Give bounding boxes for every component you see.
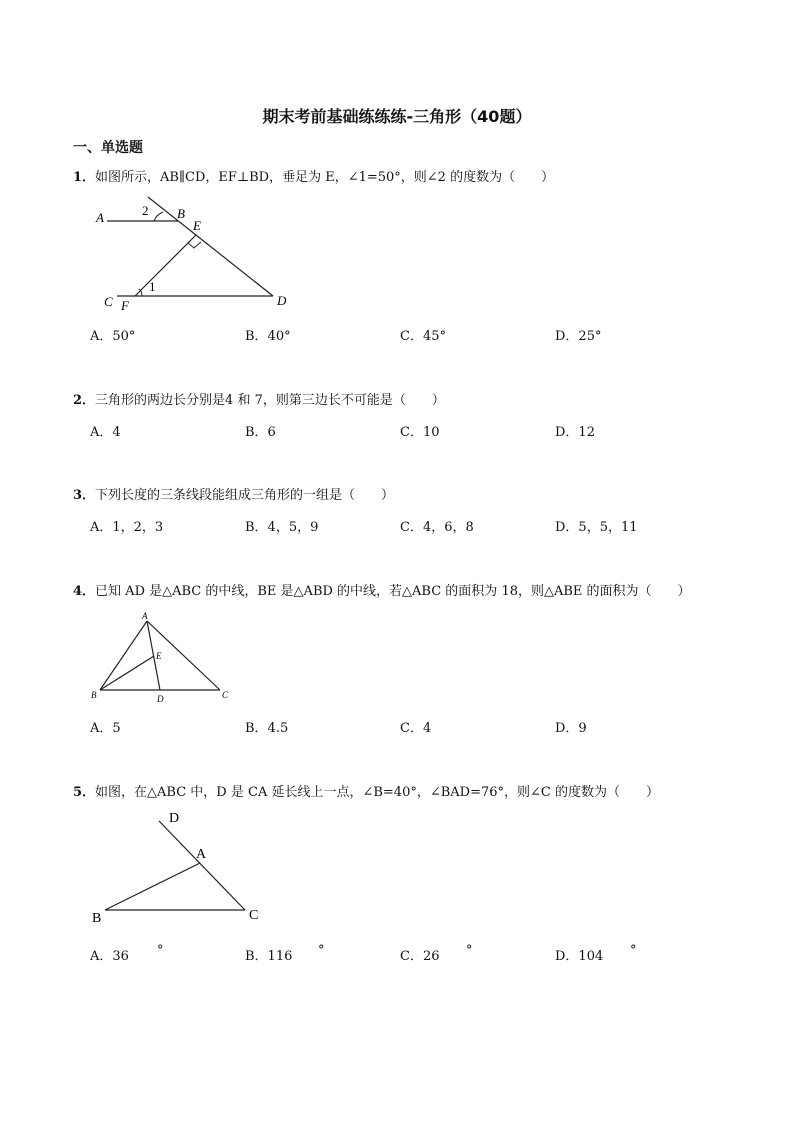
option-a: A．5	[90, 721, 121, 736]
question-stem: 下列长度的三条线段能组成三角形的一组是（ ）	[95, 488, 395, 503]
label-b: B	[92, 911, 102, 926]
label-c: C	[222, 690, 229, 700]
option-c: C．4	[400, 721, 432, 736]
label-b: B	[177, 206, 185, 221]
option-d: D．104	[555, 949, 604, 964]
figure-exterior-angle-triangle	[88, 807, 268, 927]
question-stem: 已知 AD 是△ABC 的中线，BE 是△ABD 的中线，若△ABC 的面积为 18，则△ABE 的面积为（ ）	[95, 584, 691, 599]
angle-2-arc	[154, 212, 163, 221]
option-a: A．1，2，3	[90, 520, 164, 535]
figure-median-triangle	[88, 609, 238, 709]
degree-mark: °	[630, 943, 637, 958]
option-b: B．4.5	[245, 721, 289, 736]
page-title: 期末考前基础练练练-三角形（40题）	[262, 107, 532, 126]
option-b: B．40°	[245, 329, 291, 344]
option-d: D．5，5，11	[555, 520, 638, 535]
option-c: C．26	[400, 949, 440, 964]
line-bd	[148, 197, 273, 296]
question-stem: 三角形的两边长分别是4 和 7，则第三边长不可能是（ ）	[95, 393, 445, 408]
question-number: 5．	[73, 785, 96, 800]
label-b: B	[91, 690, 97, 700]
label-1: 1	[149, 279, 156, 294]
side-ba	[105, 863, 200, 910]
option-d: D．25°	[555, 329, 602, 344]
label-d: D	[169, 811, 180, 826]
degree-mark: °	[466, 943, 473, 958]
question-number: 2．	[73, 393, 96, 408]
option-c: C．45°	[400, 329, 446, 344]
label-e: E	[156, 651, 162, 661]
question-number: 4．	[73, 584, 96, 599]
line-dc	[159, 821, 245, 910]
option-b: B．116	[245, 949, 293, 964]
question-3	[73, 484, 394, 503]
right-angle-mark	[188, 242, 201, 248]
label-d: D	[157, 694, 164, 704]
label-f: F	[121, 298, 129, 313]
question-1	[73, 166, 554, 185]
label-a: A	[142, 611, 148, 621]
option-b: B．4，5，9	[245, 520, 319, 535]
label-a: A	[96, 210, 104, 225]
option-c: C．4，6，8	[400, 520, 474, 535]
label-c: C	[104, 294, 113, 309]
question-2	[73, 389, 445, 408]
option-d: D．12	[555, 425, 595, 440]
median-be	[100, 656, 154, 690]
question-number: 1．	[73, 170, 96, 185]
option-a: A．50°	[90, 329, 136, 344]
label-c: C	[249, 908, 259, 923]
option-a: A．4	[90, 425, 121, 440]
label-a: A	[196, 847, 207, 862]
option-a: A．36	[90, 949, 129, 964]
segment-ef	[135, 235, 196, 296]
side-ab	[100, 621, 147, 690]
question-4	[73, 580, 691, 599]
figure-parallel-lines	[90, 192, 310, 316]
question-stem: 如图，在△ABC 中，D 是 CA 延长线上一点，∠B=40°，∠BAD=76°，则∠C 的度数为（ ）	[95, 785, 660, 800]
question-stem: 如图所示，AB∥CD，EF⊥BD，垂足为 E，∠1=50°，则∠2 的度数为（ ）	[95, 170, 555, 185]
label-d: D	[277, 293, 287, 308]
label-2: 2	[142, 203, 149, 218]
label-e: E	[193, 218, 201, 233]
section-heading: 一、单选题	[73, 140, 143, 156]
question-number: 3．	[73, 488, 96, 503]
question-5	[73, 781, 659, 800]
degree-mark: °	[157, 943, 164, 958]
option-b: B．6	[245, 425, 276, 440]
degree-mark: °	[318, 943, 325, 958]
option-c: C．10	[400, 425, 440, 440]
option-d: D．9	[555, 721, 587, 736]
